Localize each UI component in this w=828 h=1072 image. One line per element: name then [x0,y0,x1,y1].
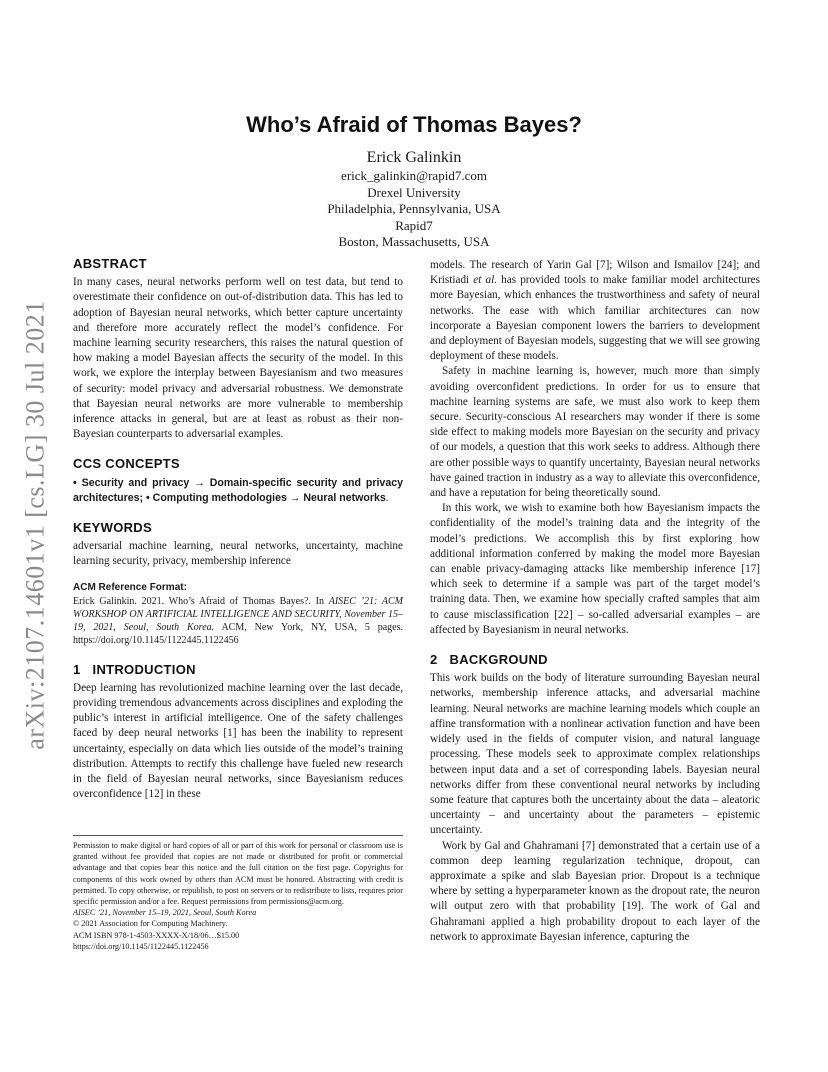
acm-reference-post: ACM, New York, NY, USA, 5 pages. https://doi.org/10.1145/1122445.1122456 [73,622,403,647]
footnote-isbn: ACM ISBN 978-1-4503-XXXX-X/18/06…$15.00 [73,930,240,940]
ccs-concept-2: • Computing methodologies → Neural networks [143,491,386,504]
introduction-number: 1 [73,661,81,677]
keywords-text: adversarial machine learning, neural networks, uncertainty, machine learning security, privacy, membership inference [73,540,403,568]
author-location-1: Philadelphia, Pennsylvania, USA [327,201,501,216]
intro-cont-b: has provided tools to make familiar model architectures more Bayesian, which enhances the trustworthiness and safety of neural networks. The ease with which familiar architectures can now incorporate a Bayesian component lowers the barriers to development and deployment of Bayesian models, suggesting that we will see growing deployment of these models. [430,274,761,363]
ccs-section [73,456,403,506]
introduction-title: INTRODUCTION [92,661,196,677]
intro-continuation [430,258,760,364]
author-affiliation-2: Rapid7 [395,217,433,233]
background-number: 2 [430,652,438,668]
background-section [430,652,760,945]
abstract-text: In many cases, neural networks perform well on test data, but tend to overestimate their confidence on out-of-distribution data. This has led to adoption of Bayesian neural networks, which better capture uncertainty and therefore more accurately reflect the model’s confidence. For machine learning security researchers, this raises the natural question of how making a model Bayesian affects the security of the model. In this work, we explore the interplay between Bayesianism and two measures of security: model privacy and adversarial robustness. We demonstrate that Bayesian neural networks are more vulnerable to membership inference attacks in general, but are at least as robust as their non-Bayesian counterparts to adversarial examples. [73,276,403,441]
ccs-text [73,476,403,506]
paper-title: Who’s Afraid of Thomas Bayes? [246,112,582,137]
footnote-doi: https://doi.org/10.1145/1122445.1122456 [73,941,209,951]
footnote-venue [73,907,403,918]
background-heading [430,652,760,667]
keywords-section [73,520,403,570]
author-block [0,148,828,251]
footnote-permission: Permission to make digital or hard copies of all or part of this work for personal or classroom use is granted without fee provided that copies are not made or distributed for profit or commercial advantage and that copies bear this notice and the full citation on the first page. Copyrights for components of this work owned by others than ACM must be honored. Abstracting with credit is permitted. To copy otherwise, or republish, to post on servers or to redistribute to lists, requires prior specific permission and/or a fee. Request permissions from permissions@acm.org. [73,841,403,907]
left-column [73,256,403,803]
acm-reference-heading: ACM Reference Format: [73,581,187,593]
footnote-copyright: © 2021 Association for Computing Machinery. [73,919,228,929]
footnote-venue-text: AISEC ’21, November 15–19, 2021, Seoul, South Korea [73,908,257,918]
background-title: BACKGROUND [449,652,548,668]
author-affiliation-1: Drexel University [367,184,461,200]
acm-reference-text [73,595,403,648]
permission-footnote [73,835,403,952]
right-column [430,258,760,945]
keywords-heading: KEYWORDS [73,520,152,536]
intro-paragraph-2: Safety in machine learning is, however, much more than simply avoiding overconfident predictions. In order for us to ensure that machine learning systems are safe, we must also work to keep them secure. Security-conscious AI researchers may wonder if there is some side effect to making models more Bayesian on the security and privacy of our models, a question that this work seeks to address. Although there are other possible ways to quantify uncertainty, Bayesian neural networks have gained traction in industry as a way to alleviate this overconfidence, and have a reputation for being theoretically sound. [430,365,760,500]
ccs-concept-1: • Security and privacy → Domain-specific security and privacy architectures; [73,476,403,504]
introduction-text: Deep learning has revolutionized machine learning over the last decade, providing tremendous advancements across disciplines and exploding the public’s interest in artificial intelligence. One of the safety challenges faced by deep neural networks [1] has been the inability to represent uncertainty, especially on data which lies outside of the model’s training distribution. Attempts to rectify this challenge have fueled new research in the field of Bayesian neural networks, since Bayesianism reduces overconfidence [12] in these [73,681,403,801]
ccs-heading: CCS CONCEPTS [73,456,180,472]
arxiv-sidebar [16,290,56,760]
acm-reference-pre: Erick Galinkin. 2021. Who’s Afraid of Thomas Bayes?. In [73,595,329,607]
introduction-section [73,662,403,803]
ccs-end: . [385,491,389,504]
background-paragraph-1: This work builds on the body of literature surrounding Bayesian neural networks, membership inference attacks, and adversarial machine learning. Neural networks are machine learning models which couple an affine transformation with a nonlinear activation function and have been widely used in the fields of computer vision, and natural language processing. These models seek to approximate complex relationships between input data and a set of corresponding labels. Bayesian neural networks differ from these conventional neural networks by including some feature that captures both the uncertainty about the data – aleatoric uncertainty – and uncertainty about the parameters – epistemic uncertainty. [430,672,760,837]
arxiv-identifier: arXiv:2107.14601v1 [cs.LG] 30 Jul 2021 [21,300,50,750]
intro-cont-em: et al. [473,274,498,287]
author-location-2: Boston, Massachusetts, USA [338,234,490,249]
intro-paragraph-3: In this work, we wish to examine both how Bayesianism impacts the confidentiality of the model’s training data and the integrity of the model’s predictions. We accomplish this by first exploring how additional information conferred by making the model more Bayesian can enable privacy-damaging attacks like membership inference [17] which seek to determine if a sample was part of the target model’s training data. Then, we examine how specially crafted samples that aim to cause misclassification [22] – so-called adversarial examples – are affected by Bayesianism in neural networks. [430,502,760,636]
intro-cont-a: models. The research of Yarin Gal [7]; Wilson and Ismailov [24]; and Kristiadi [430,259,760,287]
introduction-heading [73,662,403,677]
author-name: Erick Galinkin [366,149,462,166]
abstract-heading: ABSTRACT [73,256,147,271]
background-paragraph-2: Work by Gal and Ghahramani [7] demonstrated that a certain use of a common deep learning regularization technique, dropout, can approximate a spike and slab Bayesian prior. Dropout is a technique where by setting a hyperparameter known as the dropout rate, the neuron will output zero with that probability [19]. The work of Gal and Ghahramani applied a high probability dropout to each layer of the network to approximate Bayesian inference, capturing the [430,839,760,943]
acm-reference-venue: AISEC ’21: ACM WORKSHOP ON ARTIFICIAL INTELLIGENCE AND SECURITY, November 15–19, 2021, Seoul, South Korea. [73,595,403,634]
author-email: erick_galinkin@rapid7.com [341,168,487,183]
